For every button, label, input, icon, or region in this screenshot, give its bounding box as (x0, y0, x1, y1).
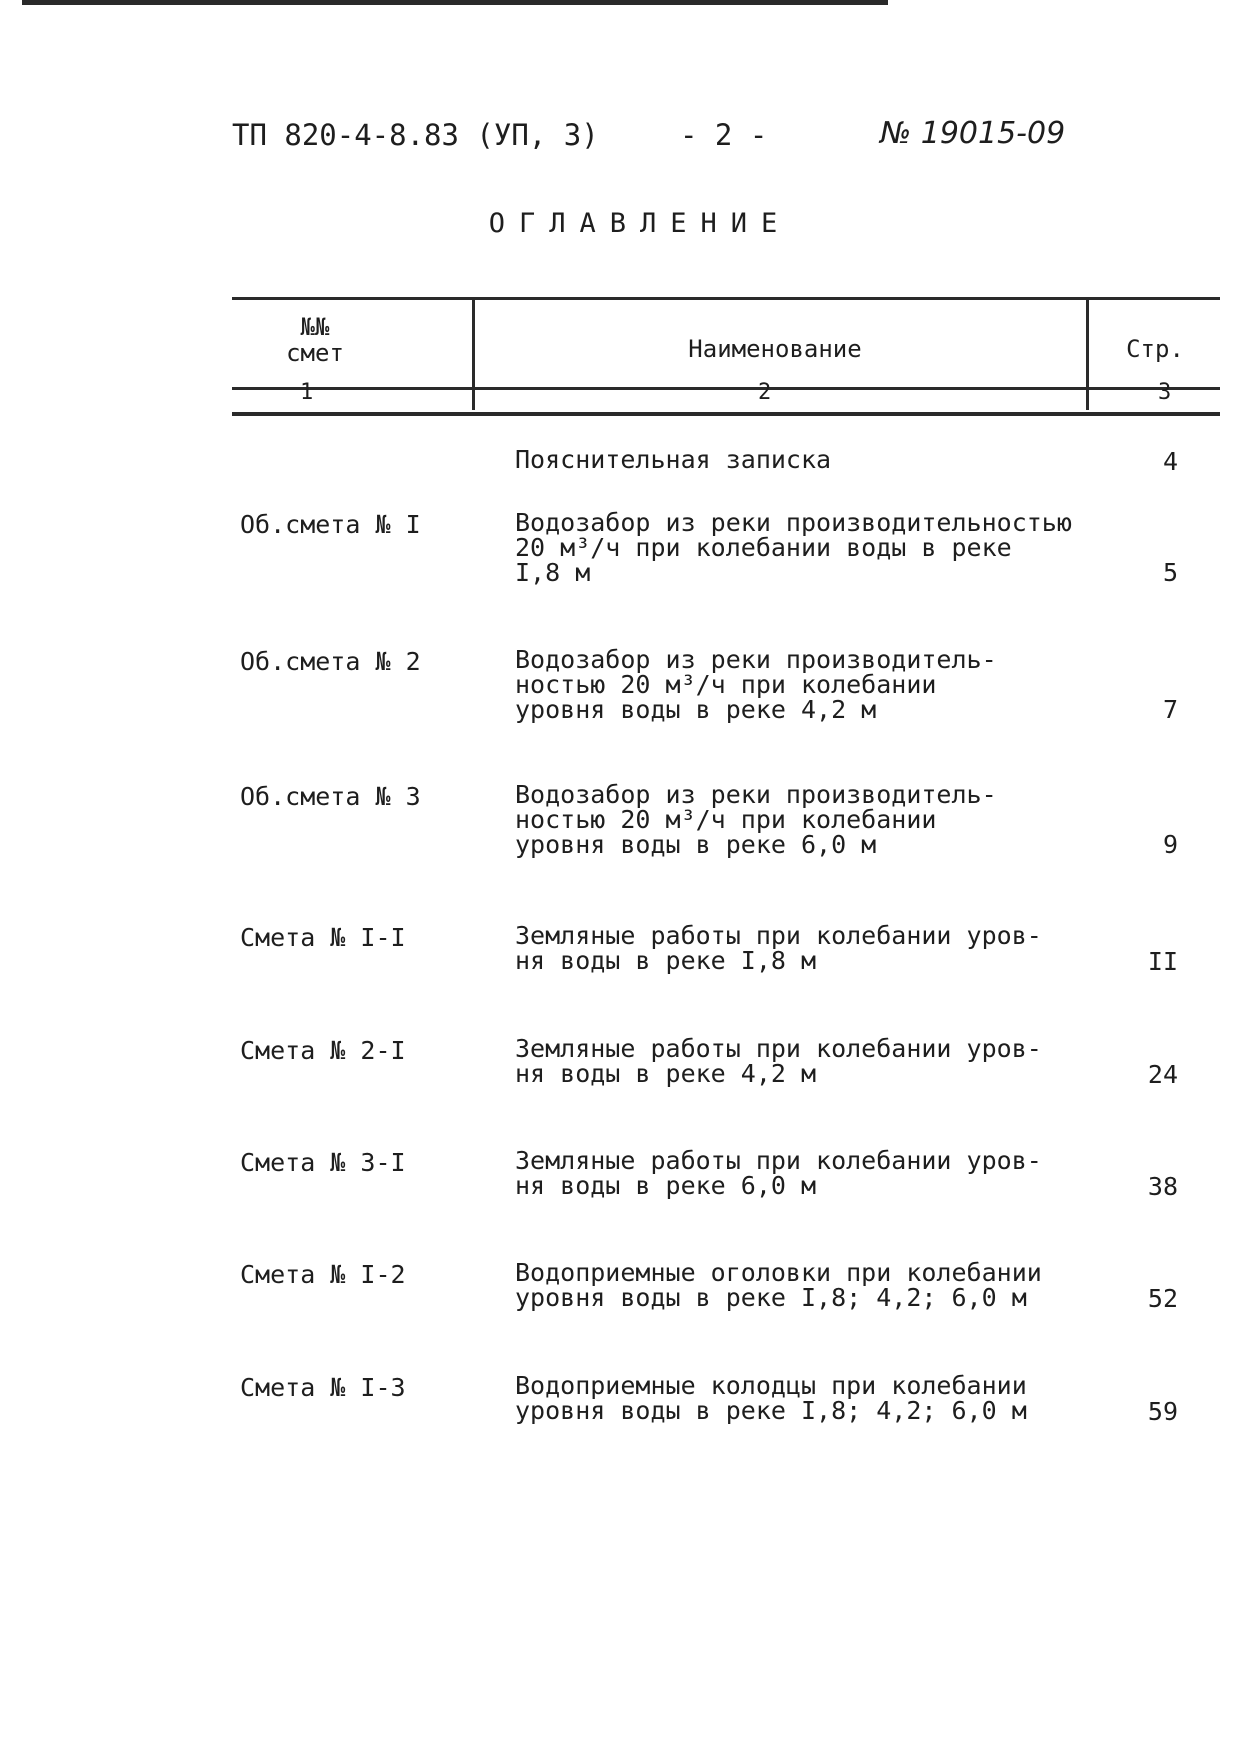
estimate-name: Водозабор из реки производитель- ностью 20 м³/ч при колебании уровня воды в реке 6,0 м (515, 780, 997, 859)
page-ref: II (1147, 947, 1178, 976)
estimate-code: Смета № I-I (240, 923, 406, 952)
estimate-name: Пояснительная записка (515, 445, 832, 474)
page-ref: 38 (1147, 1172, 1178, 1201)
estimate-code: Об.смета № 2 (240, 647, 421, 676)
archive-number: № 19015-09 (880, 116, 1066, 151)
column-number-2: 2 (758, 380, 772, 405)
page-ref: 52 (1147, 1284, 1178, 1313)
column-header-page: Стр. (1126, 335, 1184, 363)
page-number: - 2 - (680, 118, 768, 152)
estimate-code: Смета № I-3 (240, 1373, 406, 1402)
top-border-rule (22, 0, 888, 5)
column-header-name: Наименование (688, 335, 862, 363)
document-code: ТП 820-4-8.83 (УП, 3) (232, 118, 599, 152)
column-divider-1 (472, 298, 475, 410)
table-header-rule (232, 387, 1220, 390)
page-ref: 4 (1162, 447, 1178, 476)
estimate-code: Смета № I-2 (240, 1260, 406, 1289)
estimate-code: Смета № 2-I (240, 1036, 406, 1065)
page-ref: 5 (1162, 558, 1178, 587)
estimate-code: Смета № 3-I (240, 1148, 406, 1177)
column-header-codes: №№ смет (286, 313, 344, 367)
page-ref: 9 (1162, 830, 1178, 859)
estimate-code: Об.смета № 3 (240, 782, 421, 811)
estimate-name: Земляные работы при колебании уров- ня воды в реке 4,2 м (515, 1034, 1042, 1088)
estimate-name: Земляные работы при колебании уров- ня воды в реке I,8 м (515, 921, 1042, 975)
estimate-code: Об.смета № I (240, 510, 421, 539)
estimate-name: Водоприемные оголовки при колебании уровня воды в реке I,8; 4,2; 6,0 м (515, 1258, 1042, 1312)
column-number-3: 3 (1158, 380, 1172, 405)
table-number-rule (232, 412, 1220, 416)
table-top-rule (232, 297, 1220, 300)
page-ref: 59 (1147, 1397, 1178, 1426)
column-divider-2 (1086, 298, 1089, 410)
page-ref: 24 (1147, 1060, 1178, 1089)
column-number-1: 1 (300, 380, 314, 405)
page-ref: 7 (1162, 695, 1178, 724)
estimate-name: Земляные работы при колебании уров- ня воды в реке 6,0 м (515, 1146, 1042, 1200)
estimate-name: Водоприемные колодцы при колебании уровня воды в реке I,8; 4,2; 6,0 м (515, 1371, 1027, 1425)
estimate-name: Водозабор из реки производительностью 20 м³/ч при колебании воды в реке I,8 м (515, 508, 1072, 587)
estimate-name: Водозабор из реки производитель- ностью 20 м³/ч при колебании уровня воды в реке 4,2 м (515, 645, 997, 724)
toc-title: ОГЛАВЛЕНИЕ (488, 208, 792, 239)
